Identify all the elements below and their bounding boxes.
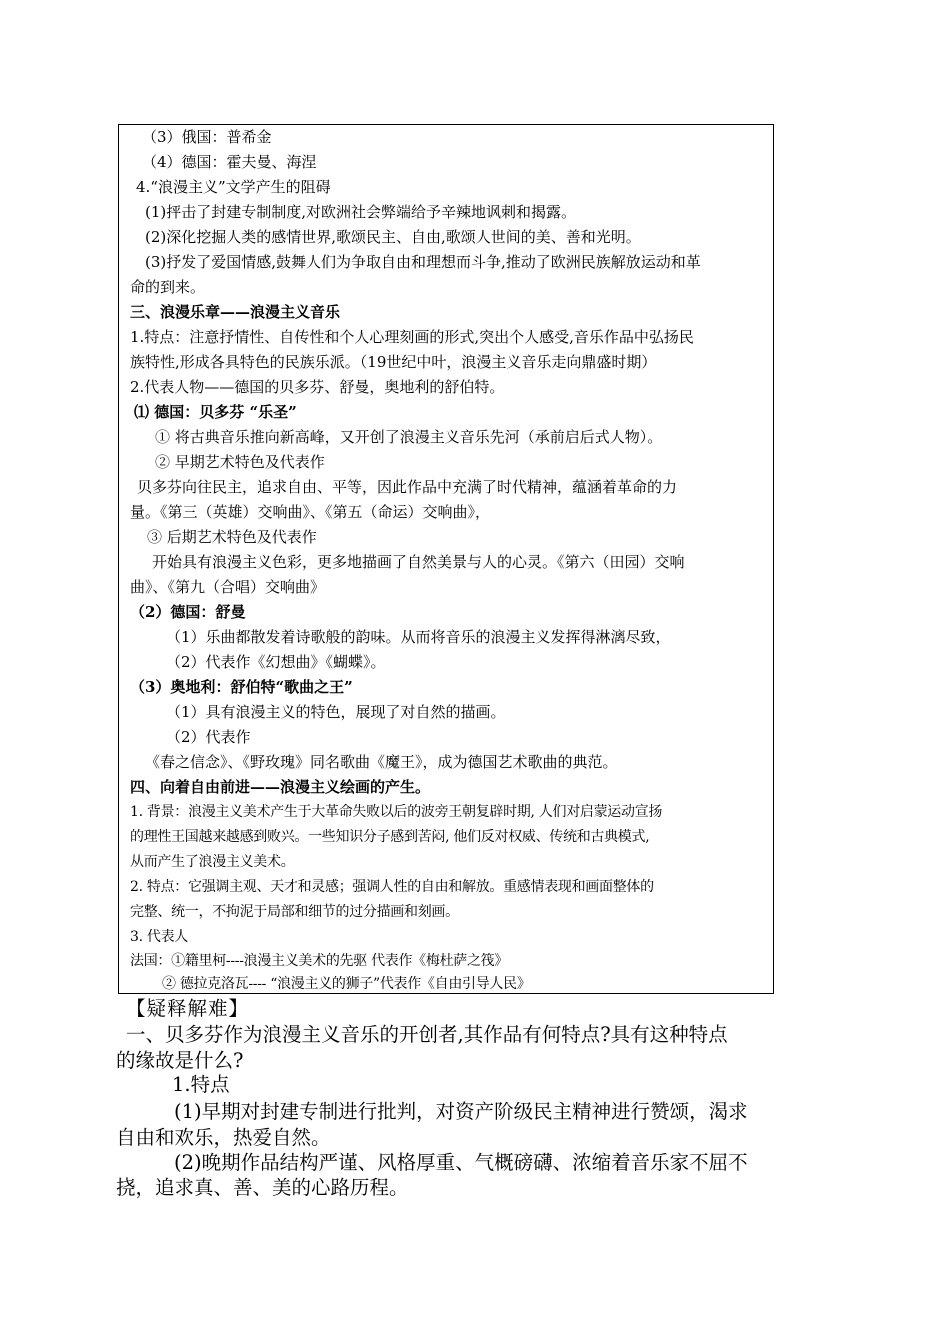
qa-answer-line: (2)晚期作品结构严谨、风格厚重、气概磅礴、浓缩着音乐家不屈不 <box>174 1151 748 1174</box>
table-line: 1. 背景：浪漫主义美术产生于大革命失败以后的波旁王朝复辟时期, 人们对启蒙运动宣扬 <box>130 804 663 820</box>
table-line: 开始具有浪漫主义色彩，更多地描画了自然美景与人的心灵。《第六（田园）交响 <box>152 553 685 571</box>
table-line: 的理性王国越来越感到败兴。一些知识分子感到苦闷, 他们反对权威、传统和古典模式, <box>130 829 650 845</box>
table-line: （1）乐曲都散发着诗歌般的韵味。从而将音乐的浪漫主义发挥得淋漓尽致， <box>166 628 671 646</box>
qa-heading: 【疑释解难】 <box>126 997 250 1020</box>
qa-answer-line: 挠，追求真、善、美的心路历程。 <box>116 1176 409 1199</box>
table-line: 法国：①籍里柯----浪漫主义美术的先驱 代表作《梅杜萨之筏》 <box>130 953 509 969</box>
table-line: ① 将古典音乐推向新高峰，又开创了浪漫主义音乐先河（承前启后式人物）。 <box>155 428 663 446</box>
subheading-schubert: （3）奥地利：舒伯特“歌曲之王” <box>130 678 353 696</box>
subheading-schumann: （2）德国：舒曼 <box>130 603 246 621</box>
table-line: （2）代表作 <box>166 728 251 746</box>
table-line: 完整、统一，不拘泥于局部和细节的过分描画和刻画。 <box>130 904 459 920</box>
qa-question: 一、贝多芬作为浪漫主义音乐的开创者,其作品有何特点?具有这种特点 <box>126 1023 728 1046</box>
table-line: ② 德拉克洛瓦---- “浪漫主义的狮子”代表作《自由引导人民》 <box>162 976 531 992</box>
table-line: （3）俄国：普希金 <box>142 128 272 146</box>
table-line: 4.“浪漫主义”文学产生的阻碍 <box>136 178 331 196</box>
table-line: (2)深化挖掘人类的感情世界,歌颂民主、自由,歌颂人世间的美、善和光明。 <box>145 228 641 246</box>
table-line: 2. 特点：它强调主观、天才和灵感；强调人性的自由和解放。重感情表现和画面整体的 <box>130 879 654 895</box>
table-line: (3)抒发了爱国情感,鼓舞人们为争取自由和理想而斗争,推动了欧洲民族解放运动和革 <box>145 253 701 271</box>
table-line: 量。《第三（英雄）交响曲》、《第五（命运）交响曲》， <box>130 503 491 521</box>
qa-answer-line: (1)早期对封建专制进行批判，对资产阶级民主精神进行赞颂，渴求 <box>174 1100 748 1123</box>
table-line: ③ 后期艺术特色及代表作 <box>147 528 317 546</box>
qa-answer-line: 自由和欢乐，热爱自然。 <box>116 1126 331 1149</box>
table-line: 命的到来。 <box>130 278 206 296</box>
table-line: 族特性,形成各具特色的民族乐派。（19世纪中叶，浪漫主义音乐走向鼎盛时期） <box>130 353 657 371</box>
table-line: 贝多芬向往民主，追求自由、平等，因此作品中充满了时代精神，蕴涵着革命的力 <box>137 478 678 496</box>
section-heading-music: 三、浪漫乐章——浪漫主义音乐 <box>130 303 341 321</box>
table-line: （1）具有浪漫主义的特色，展现了对自然的描画。 <box>166 703 506 721</box>
table-line: 从而产生了浪漫主义美术。 <box>130 854 295 870</box>
table-line: 曲》、《第九（合唱）交响曲》 <box>130 578 326 596</box>
table-line: 2.代表人物——德国的贝多芬、舒曼，奥地利的舒伯特。 <box>130 378 505 396</box>
table-line: （4）德国：霍夫曼、海涅 <box>142 153 317 171</box>
section-heading-painting: 四、向着自由前进——浪漫主义绘画的产生。 <box>130 778 431 796</box>
qa-answer-point: 1.特点 <box>172 1073 230 1096</box>
table-line: (1)抨击了封建专制制度,对欧洲社会弊端给予辛辣地讽刺和揭露。 <box>145 203 577 221</box>
qa-question: 的缘故是什么? <box>116 1049 244 1072</box>
table-line: ② 早期艺术特色及代表作 <box>155 453 325 471</box>
table-line: 1.特点：注意抒情性、自传性和个人心理刻画的形式,突出个人感受,音乐作品中弘扬民 <box>130 328 694 346</box>
subheading-beethoven: ⑴ 德国：贝多芬 “乐圣” <box>134 403 297 421</box>
table-line: 3. 代表人 <box>130 929 189 945</box>
table-line: （2）代表作《幻想曲》《蝴蝶》。 <box>166 653 386 671</box>
table-line: 《春之信念》、《野玫瑰》同名歌曲《魔王》，成为德国艺术歌曲的典范。 <box>145 753 618 771</box>
